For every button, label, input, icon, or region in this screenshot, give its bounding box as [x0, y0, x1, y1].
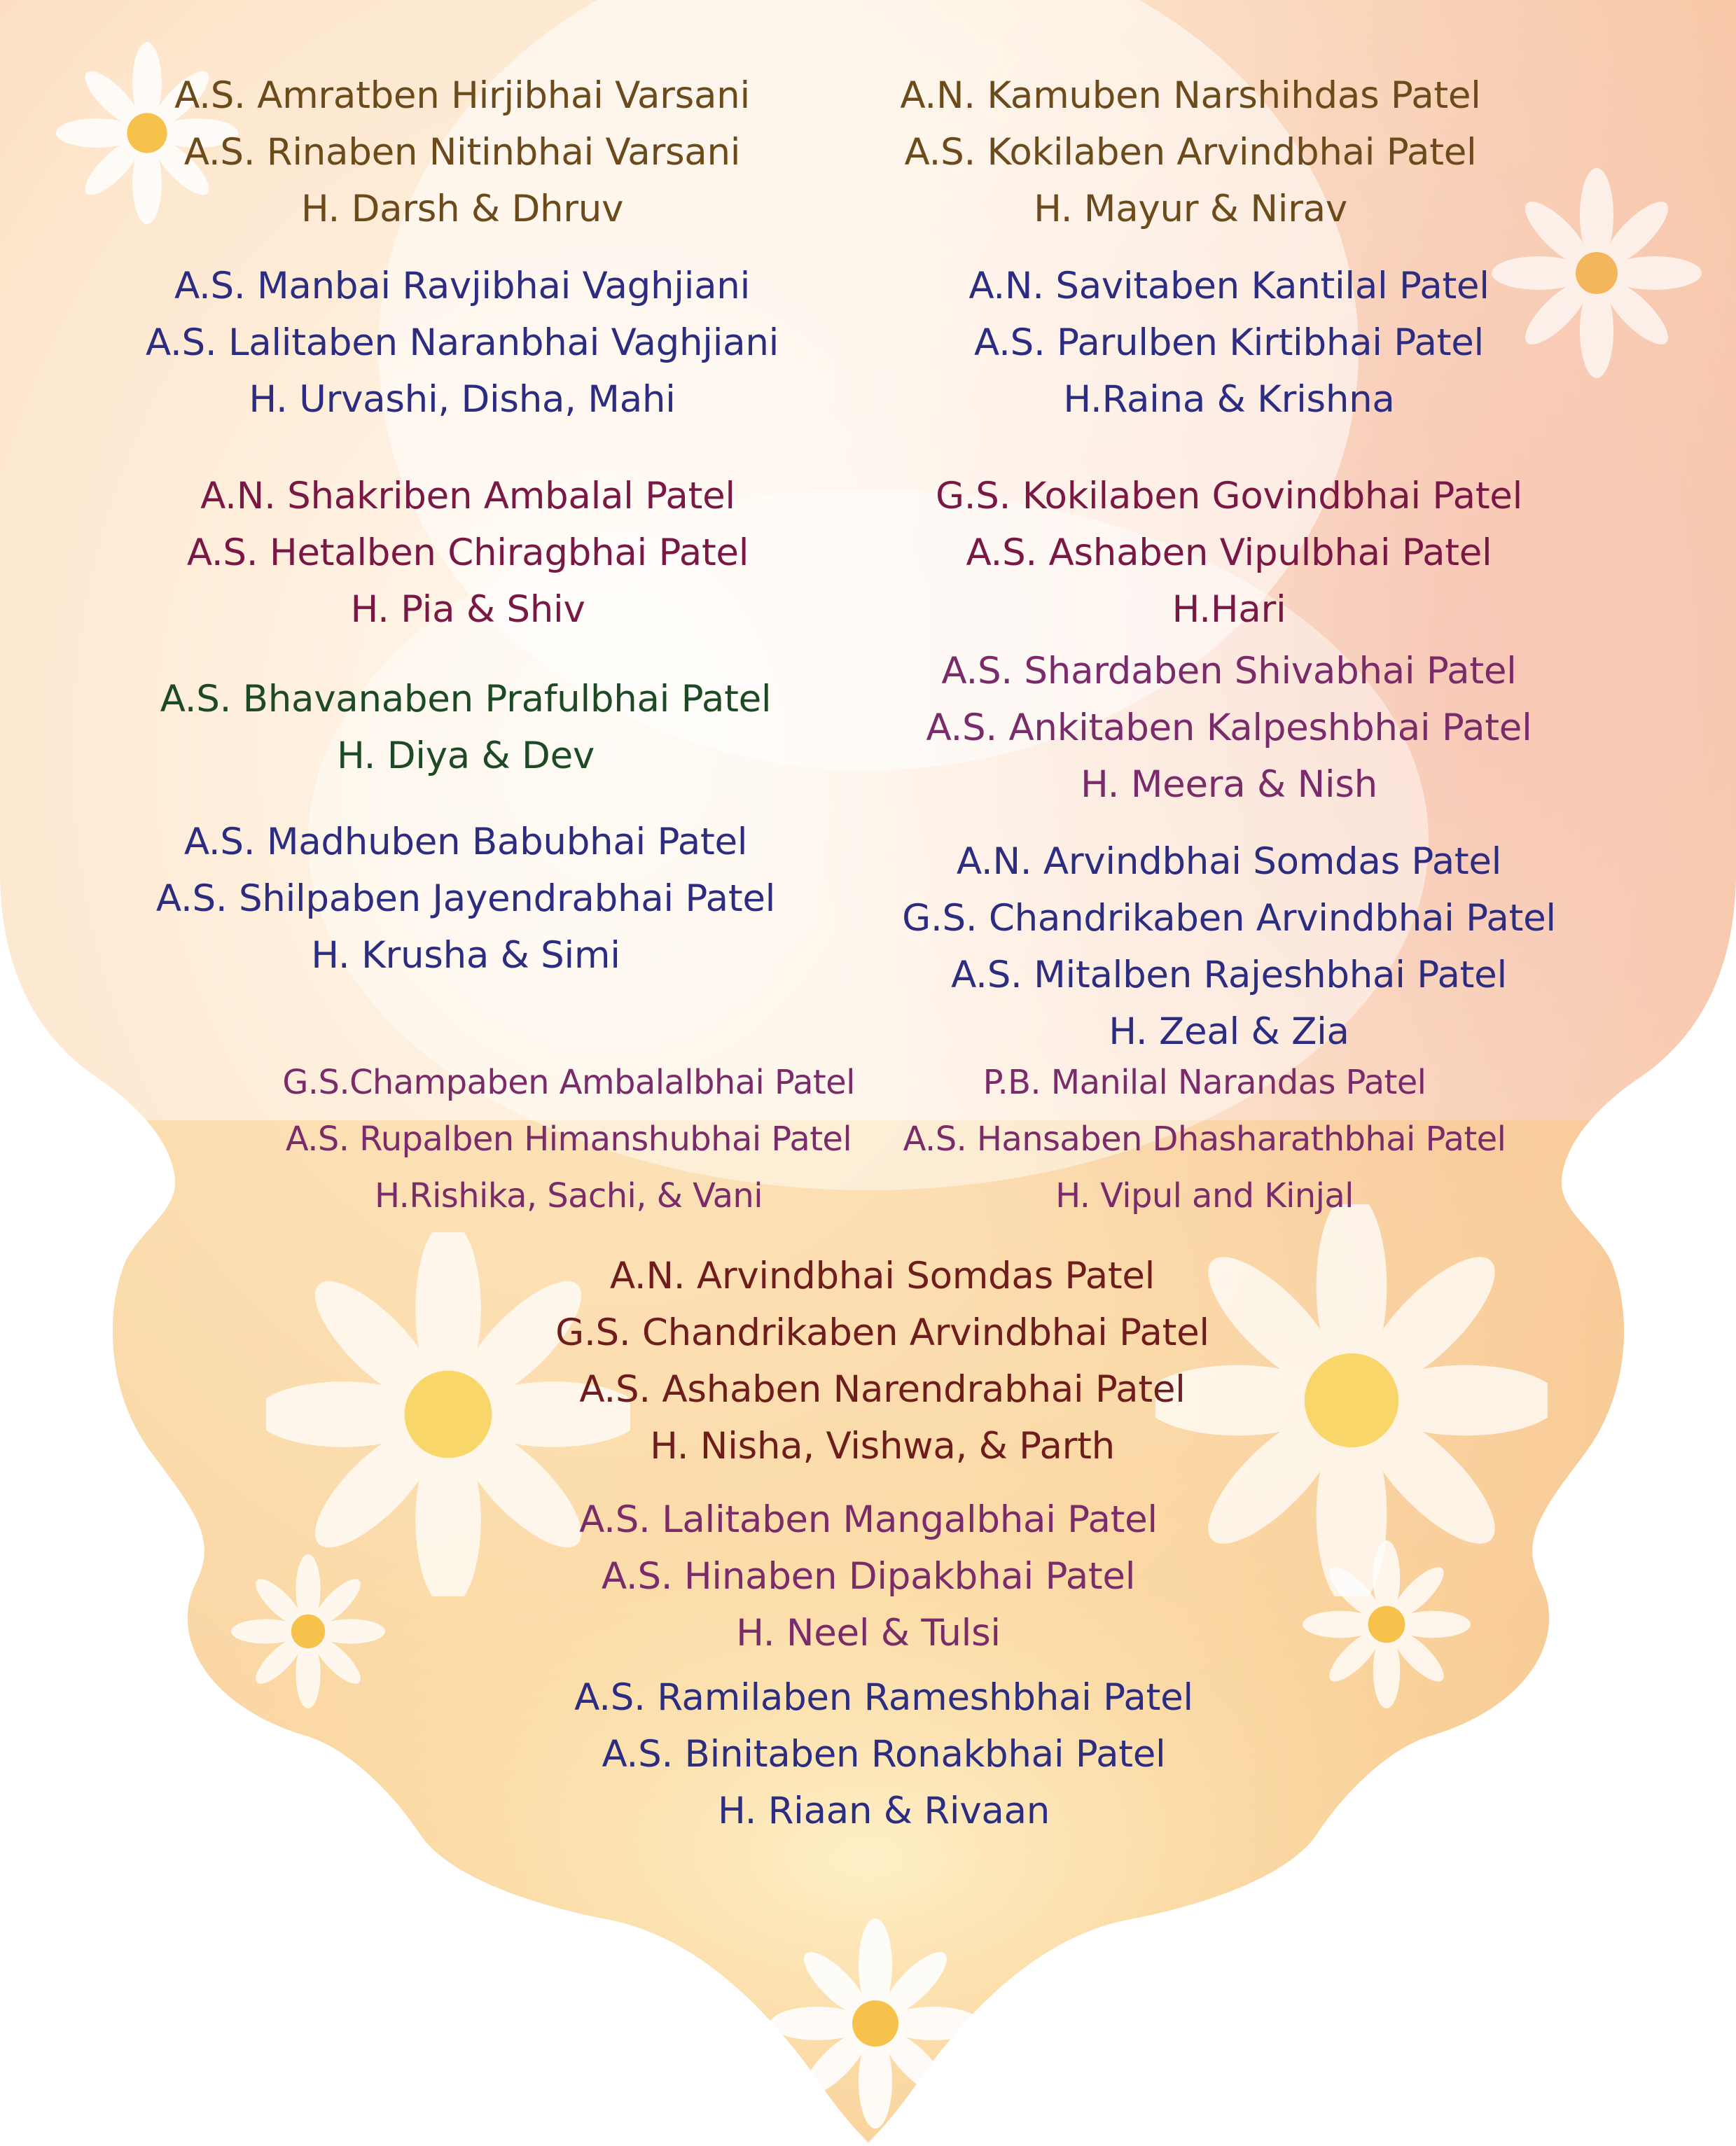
name-line: A.S. Kokilaben Arvindbhai Patel — [904, 131, 1477, 174]
family-group-shakriben — [187, 468, 749, 638]
flower-icon — [1492, 168, 1702, 378]
family-group-madhuben — [156, 814, 775, 984]
name-line: A.S. Amratben Hirjibhai Varsani — [174, 74, 750, 117]
name-line: A.S. Madhuben Babubhai Patel — [183, 821, 748, 863]
name-line: A.S. Binitaben Ronakbhai Patel — [602, 1733, 1166, 1776]
name-line: A.S. Shilpaben Jayendrabhai Patel — [155, 877, 776, 920]
name-line: H.Rishika, Sachi, & Vani — [375, 1176, 763, 1215]
name-line: A.S. Hinaben Dipakbhai Patel — [601, 1555, 1136, 1598]
name-line: P.B. Manilal Narandas Patel — [982, 1063, 1426, 1102]
flower-icon — [1155, 1204, 1548, 1596]
name-line: H. Neel & Tulsi — [736, 1612, 1001, 1654]
name-line: H.Raina & Krishna — [1063, 378, 1395, 421]
name-line: A.N. Savitaben Kantilal Patel — [968, 265, 1490, 307]
name-line: A.S. Rupalben Himanshubhai Patel — [285, 1120, 852, 1159]
name-line: A.N. Arvindbhai Somdas Patel — [956, 840, 1502, 883]
family-group-kamuben — [900, 67, 1480, 237]
flower-icon — [231, 1554, 385, 1708]
name-line: A.S. Lalitaben Naranbhai Vaghjiani — [145, 321, 779, 364]
name-line: A.N. Arvindbhai Somdas Patel — [609, 1255, 1155, 1297]
name-line: A.S. Lalitaben Mangalbhai Patel — [579, 1498, 1158, 1541]
name-line: A.S. Hansaben Dhasharathbhai Patel — [903, 1120, 1506, 1159]
name-line: H. Urvashi, Disha, Mahi — [249, 378, 676, 421]
name-line: A.S. Ankitaben Kalpeshbhai Patel — [926, 706, 1532, 749]
name-line: H. Mayur & Nirav — [1034, 188, 1347, 230]
flower-icon — [770, 1918, 980, 2128]
name-line: A.N. Kamuben Narshihdas Patel — [900, 74, 1481, 117]
name-line: A.S. Hetalben Chiragbhai Patel — [186, 531, 749, 574]
flower-icon — [1303, 1540, 1471, 1708]
name-line: H. Pia & Shiv — [350, 588, 585, 631]
family-group-kokilaben-govindbhai — [936, 468, 1522, 638]
name-line: A.N. Shakriben Ambalal Patel — [200, 475, 735, 517]
family-group-varsani — [174, 67, 750, 237]
family-group-manilal — [903, 1054, 1506, 1225]
name-line: H. Vipul and Kinjal — [1055, 1176, 1354, 1215]
family-group-lalitaben-mangalbhai — [579, 1491, 1158, 1661]
name-line: H. Darsh & Dhruv — [300, 188, 624, 230]
name-line: A.S. Ramilaben Rameshbhai Patel — [574, 1676, 1193, 1719]
name-line: G.S. Chandrikaben Arvindbhai Patel — [902, 897, 1556, 940]
name-line: H. Nisha, Vishwa, & Parth — [650, 1425, 1115, 1468]
name-line: H. Krusha & Simi — [311, 934, 620, 977]
name-line: G.S. Chandrikaben Arvindbhai Patel — [555, 1311, 1209, 1354]
family-group-savitaben — [968, 258, 1489, 428]
name-line: A.S. Shardaben Shivabhai Patel — [941, 650, 1517, 692]
family-group-arvindbhai-ashaben — [555, 1248, 1209, 1475]
family-group-vaghjiani — [146, 258, 779, 428]
family-group-shardaben — [926, 643, 1532, 813]
family-group-bhavanaben — [160, 671, 772, 784]
name-line: H. Riaan & Rivaan — [717, 1790, 1050, 1832]
name-line: H. Zeal & Zia — [1109, 1010, 1349, 1053]
name-line: A.S. Bhavanaben Prafulbhai Patel — [160, 678, 772, 720]
family-group-arvindbhai-mitalben — [902, 833, 1556, 1060]
name-line: A.S. Ashaben Narendrabhai Patel — [579, 1368, 1186, 1411]
name-line: A.S. Parulben Kirtibhai Patel — [974, 321, 1484, 364]
family-group-ramilaben — [574, 1669, 1193, 1839]
name-line: A.S. Ashaben Vipulbhai Patel — [966, 531, 1492, 574]
name-line: H. Diya & Dev — [337, 734, 595, 777]
name-line: G.S.Champaben Ambalalbhai Patel — [282, 1063, 855, 1102]
name-line: H.Hari — [1172, 588, 1286, 631]
name-line: A.S. Mitalben Rajeshbhai Patel — [951, 954, 1507, 996]
name-line: A.S. Manbai Ravjibhai Vaghjiani — [174, 265, 751, 307]
name-line: H. Meera & Nish — [1081, 763, 1377, 806]
name-line: G.S. Kokilaben Govindbhai Patel — [935, 475, 1523, 517]
name-line: A.S. Rinaben Nitinbhai Varsani — [183, 131, 741, 174]
family-group-champaben — [282, 1054, 855, 1225]
